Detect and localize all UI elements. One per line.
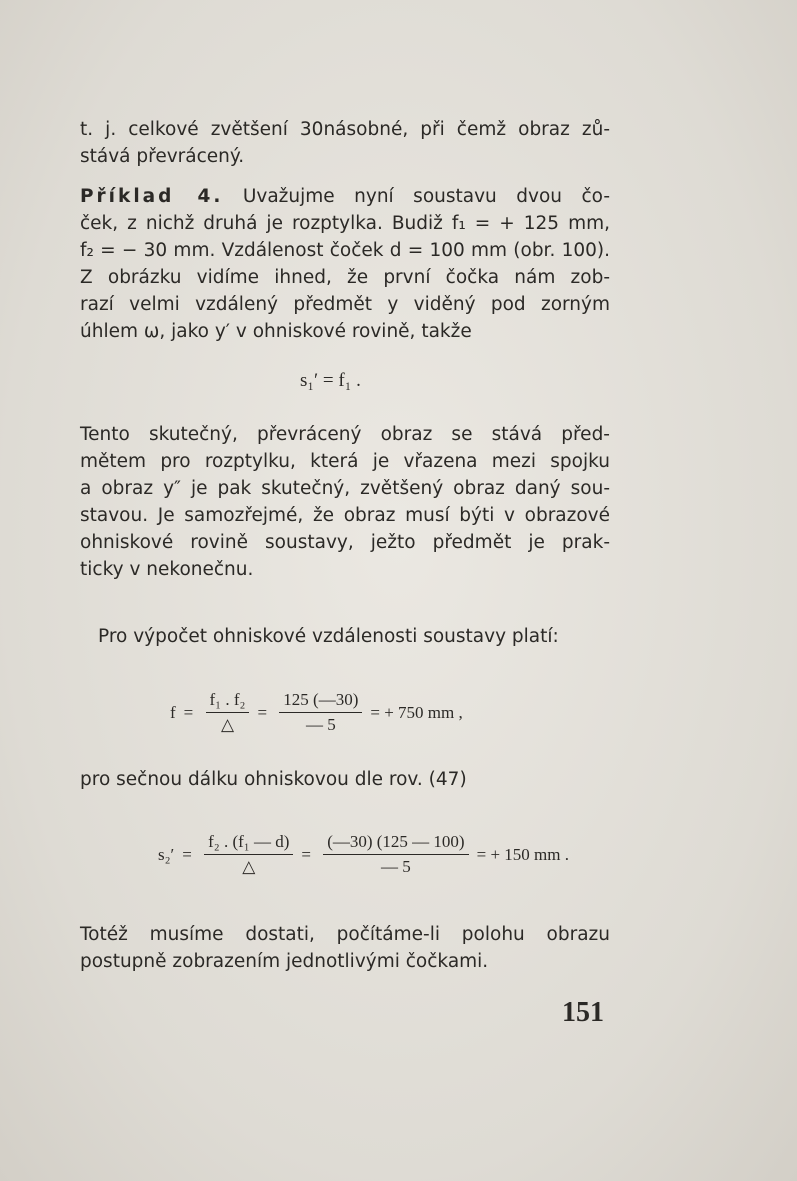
equals-sign: = [182, 844, 192, 864]
text-line: pro sečnou dálku ohniskovou dle rov. (47) [80, 769, 467, 790]
equals-sign: = [257, 702, 268, 722]
fraction [279, 690, 362, 735]
fraction-denominator: — 5 [305, 715, 336, 734]
formula-result: = + 150 mm . [476, 844, 569, 864]
example-heading: Příklad 4. [80, 186, 224, 207]
paragraph-6 [80, 766, 610, 793]
formula-result: = + 750 mm , [370, 702, 463, 722]
text-line: Tento skutečný, převrácený obraz se stává před- [80, 424, 610, 445]
text-line: ček, z nichž druhá je rozptylka. Budiž f₁ = + 125 mm, [80, 213, 610, 234]
text-line: razí velmi vzdálený předmět y viděný pod zorným [80, 294, 610, 315]
text-line: t. j. celkové zvětšení 30násobné, při čemž obraz zů- [80, 119, 610, 140]
fraction [206, 690, 250, 735]
fraction [204, 832, 293, 877]
fraction [323, 832, 468, 877]
fraction-numerator: f₁ . f₂ [206, 690, 250, 713]
paragraph-3 [80, 264, 610, 345]
text-fragment: Uvažujme nyní soustavu dvou čo- [223, 186, 610, 207]
text-line: Z obrázku vidíme ihned, že první čočka nám zob- [80, 267, 610, 288]
equation-s1: s₁′ = f₁ . [300, 370, 361, 391]
text-line: Pro výpočet ohniskové vzdálenosti soustavy platí: [98, 626, 559, 647]
fraction-denominator: △ [242, 857, 256, 876]
text-line: mětem pro rozptylku, která je vřazena mezi spojku [80, 451, 610, 472]
equals-sign: = [183, 702, 194, 722]
text-line: Totéž musíme dostati, počítáme-li polohu obrazu [80, 924, 610, 945]
equals-sign: = [301, 844, 311, 864]
text-line [80, 183, 610, 210]
text-line: ohniskové rovině soustavy, ježto předmět je prak- [80, 532, 610, 553]
text-line: stává převrácený. [80, 146, 245, 167]
text-line: úhlem ω, jako y′ v ohniskové rovině, takže [80, 321, 472, 342]
paragraph-1 [80, 116, 610, 170]
formula-lhs: f [170, 702, 176, 722]
text-line: postupně zobrazením jednotlivými čočkami. [80, 951, 489, 972]
page-number: 151 [562, 997, 604, 1028]
fraction-numerator: 125 (—30) [279, 690, 362, 713]
formula-back-focal-distance [158, 832, 577, 877]
paragraph-5 [80, 623, 610, 650]
paragraph-4 [80, 421, 610, 583]
formula-focal-length [170, 690, 471, 735]
fraction-numerator: (—30) (125 — 100) [323, 832, 468, 855]
text-line: ticky v nekonečnu. [80, 559, 254, 580]
fraction-numerator: f₂ . (f₁ — d) [204, 832, 293, 855]
text-line: a obraz y″ je pak skutečný, zvětšený obraz daný sou- [80, 478, 610, 499]
fraction-denominator: △ [220, 715, 235, 734]
formula-lhs: s₂′ [158, 844, 175, 864]
paragraph-7 [80, 921, 610, 975]
paragraph-2 [80, 183, 610, 264]
text-line: stavou. Je samozřejmé, že obraz musí býti v obrazové [80, 505, 610, 526]
fraction-denominator: — 5 [381, 857, 411, 876]
text-line: f₂ = − 30 mm. Vzdálenost čoček d = 100 mm (obr. 100). [80, 240, 610, 261]
